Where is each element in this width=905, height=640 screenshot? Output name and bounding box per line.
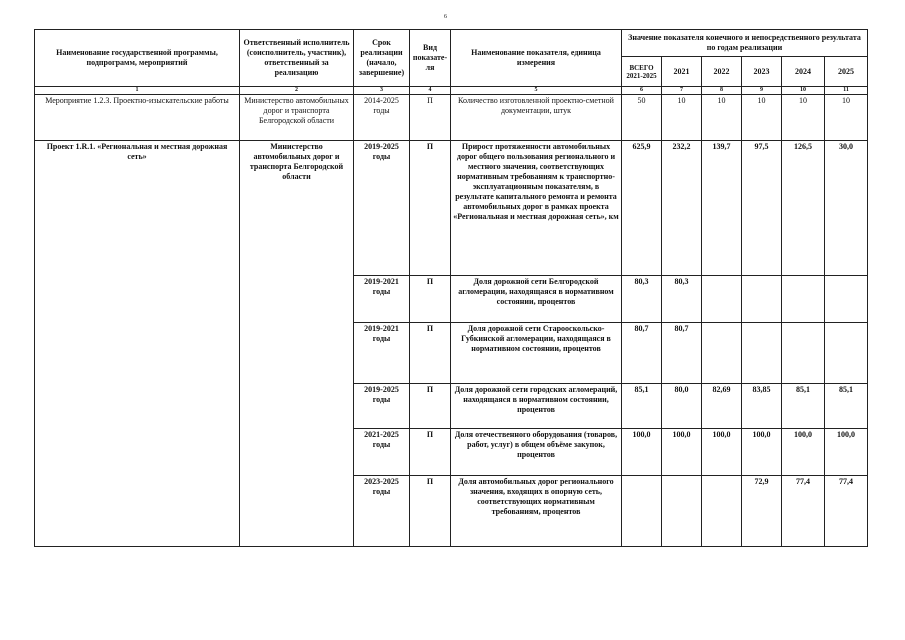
value-cell [702,323,742,384]
value-cell: 232,2 [662,141,702,276]
value-cell: 85,1 [782,384,825,429]
page-number: 6 [444,14,447,20]
value-cell [742,276,782,323]
column-number: 9 [742,87,782,95]
measure-indicator: Количество изготовленной проектно-сметной документации, штук [451,95,622,141]
row-period: 2021-2025 годы [354,429,410,476]
column-number: 8 [702,87,742,95]
value-cell: 100,0 [622,429,662,476]
measure-kind: П [410,95,451,141]
row-indicator: Доля автомобильных дорог регионального значения, входящих в опорную сеть, соответствующих нормативным требованиям, процентов [451,476,622,547]
value-cell [825,323,868,384]
column-number: 4 [410,87,451,95]
value-cell: 82,69 [702,384,742,429]
row-kind: П [410,141,451,276]
table-row [35,141,868,276]
value-cell: 100,0 [662,429,702,476]
value-cell: 139,7 [702,141,742,276]
value-cell [782,323,825,384]
project-name: Проект 1.R.1. «Региональная и местная дорожная сеть» [35,141,240,547]
table-row [35,95,868,141]
value-cell: 80,7 [622,323,662,384]
row-kind: П [410,429,451,476]
column-number: 5 [451,87,622,95]
column-number: 6 [622,87,662,95]
value-cell: 50 [622,95,662,141]
value-cell: 80,0 [662,384,702,429]
value-cell: 83,85 [742,384,782,429]
value-cell: 126,5 [782,141,825,276]
row-indicator: Доля дорожной сети Белгородской агломерации, находящаяся в нормативном состоянии, процентов [451,276,622,323]
row-kind: П [410,384,451,429]
value-cell: 100,0 [825,429,868,476]
row-period: 2019-2021 годы [354,276,410,323]
value-cell: 10 [742,95,782,141]
value-cell: 80,3 [662,276,702,323]
row-indicator: Доля дорожной сети городских агломераций, находящаяся в нормативном состоянии, процентов [451,384,622,429]
row-period: 2019-2025 годы [354,384,410,429]
value-cell: 72,9 [742,476,782,547]
row-period: 2019-2021 годы [354,323,410,384]
column-number: 7 [662,87,702,95]
row-kind: П [410,476,451,547]
value-cell: 10 [825,95,868,141]
row-period: 2019-2025 годы [354,141,410,276]
header-year: 2023 [742,57,782,87]
header-year: 2021 [662,57,702,87]
row-kind: П [410,323,451,384]
row-indicator: Прирост протяженности автомобильных дорог общего пользования регионального и местного значения, соответствующих нормативным требованиям к транспортно-эксплуатационным показателям, в результате капитального ремонта и ремонта автомобильных дорог в рамках проекта «Региональная и местная дорожная сеть», км [451,141,622,276]
value-cell [662,476,702,547]
value-cell: 625,9 [622,141,662,276]
project-executor: Министерство автомобильных дорог и транспорта Белгородской области [240,141,354,547]
value-cell [742,323,782,384]
column-number: 3 [354,87,410,95]
value-cell: 100,0 [782,429,825,476]
column-number: 1 [35,87,240,95]
header-year: 2022 [702,57,742,87]
value-cell: 100,0 [742,429,782,476]
measure-name: Мероприятие 1.2.3. Проектно-изыскательские работы [35,95,240,141]
value-cell: 10 [782,95,825,141]
value-cell [702,476,742,547]
value-cell: 10 [662,95,702,141]
value-cell [702,276,742,323]
value-cell: 30,0 [825,141,868,276]
value-cell: 97,5 [742,141,782,276]
value-cell: 77,4 [825,476,868,547]
row-kind: П [410,276,451,323]
row-indicator: Доля дорожной сети Старооскольско-Губкинской агломерации, находящаяся в нормативном состоянии, процентов [451,323,622,384]
value-cell: 77,4 [782,476,825,547]
header-total: ВСЕГО 2021-2025 [622,57,662,87]
value-cell: 10 [702,95,742,141]
row-period: 2023-2025 годы [354,476,410,547]
column-number: 11 [825,87,868,95]
column-number: 10 [782,87,825,95]
row-indicator: Доля отечественного оборудования (товаров, работ, услуг) в общем объёме закупок, процентов [451,429,622,476]
value-cell: 100,0 [702,429,742,476]
value-cell: 85,1 [825,384,868,429]
value-cell [825,276,868,323]
header-period: Срок реализации (начало, завершение) [354,30,410,87]
header-indicator: Наименование показателя, единица измерения [451,30,622,87]
value-cell: 80,3 [622,276,662,323]
header-year: 2024 [782,57,825,87]
header-executor: Ответственный исполнитель (соисполнитель, участник), ответственный за реализацию [240,30,354,87]
measure-period: 2014-2025 годы [354,95,410,141]
value-cell: 80,7 [662,323,702,384]
header-year: 2025 [825,57,868,87]
header-program: Наименование государственной программы, подпрограмм, мероприятий [35,30,240,87]
measure-executor: Министерство автомобильных дорог и транспорта Белгородской области [240,95,354,141]
header-values-group: Значение показателя конечного и непосредственного результата по годам реализации [622,30,868,57]
indicator-table [34,29,868,547]
column-number: 2 [240,87,354,95]
value-cell [782,276,825,323]
header-kind: Вид показате-ля [410,30,451,87]
value-cell: 85,1 [622,384,662,429]
value-cell [622,476,662,547]
